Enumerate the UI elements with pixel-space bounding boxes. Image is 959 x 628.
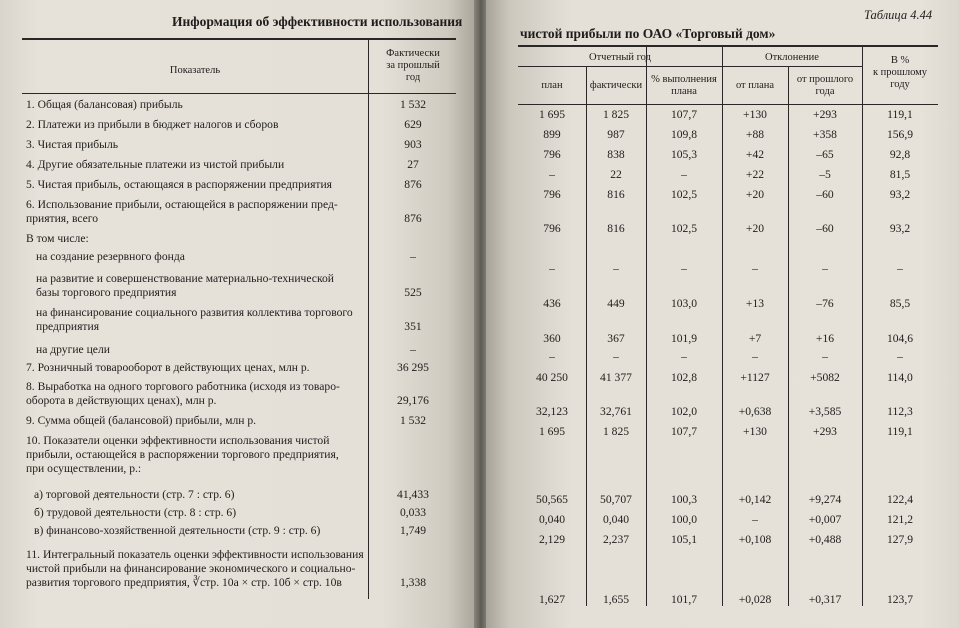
right-row-13-dev-plan: +130 <box>743 425 767 438</box>
header-pct-prev-line2: к прошлому <box>872 67 928 78</box>
table-top-rule <box>22 38 456 40</box>
left-row-7-line1: В том числе: <box>26 232 89 245</box>
right-row-15-actual: 0,040 <box>602 513 630 526</box>
left-row-18-line1: в) финансово-хозяйственной деятельности (стр. 9 : стр. 6) <box>34 524 321 537</box>
right-row-16-pct-prev: 127,9 <box>886 533 914 546</box>
right-row-5-plan: 796 <box>543 188 561 201</box>
left-row-8-prev-value: – <box>410 250 416 263</box>
right-row-9-pct-prev: 104,6 <box>886 332 914 345</box>
left-row-10-line2: предприятия <box>36 320 100 333</box>
right-row-12-plan: 32,123 <box>536 405 568 418</box>
right-row-2-plan: 899 <box>543 128 561 141</box>
right-row-10-dev-prev: – <box>822 350 828 363</box>
left-row-9-prev-value: 525 <box>404 286 422 299</box>
header-bottom-rule <box>22 93 456 94</box>
subheader-rule-deviation <box>722 66 862 67</box>
header-prev-year-line2: за прошлый <box>386 60 440 71</box>
right-row-11-pct-plan: 102,8 <box>670 371 698 384</box>
right-row-16-pct-plan: 105,1 <box>670 533 698 546</box>
left-row-16-prev-value: 41,433 <box>397 488 429 501</box>
left-row-14-prev-value: 1 532 <box>399 414 427 427</box>
right-row-10-dev-plan: – <box>752 350 758 363</box>
left-row-6-line1: 6. Использование прибыли, остающейся в распоряжении пред- <box>26 198 338 211</box>
table-number-label: Таблица 4.44 <box>864 8 933 22</box>
right-row-7-actual: – <box>613 262 619 275</box>
left-row-13-prev-value: 29,176 <box>397 394 429 407</box>
header-prev-year-line1: Фактически <box>386 48 440 59</box>
right-row-1-plan: 1 695 <box>538 108 566 121</box>
right-row-5-actual: 816 <box>607 188 625 201</box>
table-top-rule-right <box>518 45 938 47</box>
right-row-2-actual: 987 <box>607 128 625 141</box>
header-pct-line2: плана <box>671 86 697 97</box>
right-row-8-pct-prev: 85,5 <box>889 297 911 310</box>
right-row-9-pct-plan: 101,9 <box>670 332 698 345</box>
right-row-3-dev-prev: –65 <box>816 148 834 161</box>
right-row-8-actual: 449 <box>607 297 625 310</box>
right-row-3-pct-plan: 105,3 <box>670 148 698 161</box>
right-row-8-dev-plan: +13 <box>745 297 765 310</box>
right-row-6-pct-prev: 93,2 <box>889 222 911 235</box>
header-actual: фактически <box>589 80 643 91</box>
right-table-title: чистой прибыли по ОАО «Торговый дом» <box>520 26 776 41</box>
right-row-7-dev-prev: – <box>822 262 828 275</box>
right-row-6-plan: 796 <box>543 222 561 235</box>
right-row-6-actual: 816 <box>607 222 625 235</box>
left-row-19-prev-value: 1,338 <box>399 576 427 589</box>
right-row-17-dev-prev: +0,317 <box>808 593 842 606</box>
right-row-1-pct-prev: 119,1 <box>887 108 913 121</box>
right-row-13-dev-prev: +293 <box>813 425 837 438</box>
right-row-15-pct-plan: 100,0 <box>670 513 698 526</box>
left-row-12-line1: 7. Розничный товарооборот в действующих ценах, млн р. <box>26 361 310 374</box>
left-row-4-prev-value: 27 <box>407 158 419 171</box>
right-row-16-actual: 2,237 <box>602 533 630 546</box>
right-row-2-pct-plan: 109,8 <box>670 128 698 141</box>
right-row-11-dev-prev: +5082 <box>810 371 840 384</box>
left-row-12-prev-value: 36 295 <box>397 361 429 374</box>
right-row-9-dev-plan: +7 <box>748 332 762 345</box>
right-row-12-dev-plan: +0,638 <box>738 405 772 418</box>
left-row-15-line3: при осуществлении, р.: <box>26 462 142 475</box>
right-row-5-dev-prev: –60 <box>816 188 834 201</box>
left-row-15-line1: 10. Показатели оценки эффективности использования чистой <box>26 434 330 447</box>
right-row-4-actual: 22 <box>610 168 622 181</box>
right-row-6-dev-prev: –60 <box>816 222 834 235</box>
left-row-19-line1: 11. Интегральный показатель оценки эффективности использования <box>26 548 364 561</box>
right-row-17-pct-prev: 123,7 <box>886 593 914 606</box>
left-row-11-prev-value: – <box>410 343 416 356</box>
right-row-3-pct-prev: 92,8 <box>889 148 911 161</box>
right-row-16-dev-plan: +0,108 <box>738 533 772 546</box>
right-row-4-dev-prev: –5 <box>819 168 831 181</box>
right-row-15-dev-plan: – <box>752 513 758 526</box>
right-row-1-dev-plan: +130 <box>743 108 767 121</box>
left-row-5-prev-value: 876 <box>404 178 422 191</box>
right-row-11-plan: 40 250 <box>536 371 568 384</box>
left-row-10-prev-value: 351 <box>404 320 422 333</box>
right-row-17-dev-plan: +0,028 <box>738 593 772 606</box>
header-pct-line1: % выполнения <box>651 74 717 85</box>
left-page <box>0 0 476 628</box>
right-row-15-pct-prev: 121,2 <box>886 513 914 526</box>
left-row-1-prev-value: 1 532 <box>399 98 427 111</box>
right-row-3-dev-plan: +42 <box>745 148 765 161</box>
right-row-6-pct-plan: 102,5 <box>670 222 698 235</box>
right-row-7-pct-prev: – <box>897 262 903 275</box>
left-row-8-line1: на создание резервного фонда <box>36 250 185 263</box>
right-row-5-pct-plan: 102,5 <box>670 188 698 201</box>
left-row-11-line1: на другие цели <box>36 343 110 356</box>
right-row-17-plan: 1,627 <box>538 593 566 606</box>
right-row-7-dev-plan: – <box>752 262 758 275</box>
right-row-4-pct-plan: – <box>681 168 687 181</box>
left-row-18-prev-value: 1,749 <box>399 524 427 537</box>
right-row-13-pct-plan: 107,7 <box>670 425 698 438</box>
right-row-1-actual: 1 825 <box>602 108 630 121</box>
right-row-4-dev-plan: +22 <box>745 168 765 181</box>
left-row-14-line1: 9. Сумма общей (балансовой) прибыли, млн р. <box>26 414 257 427</box>
header-pct-prev-line3: году <box>890 79 910 90</box>
left-row-19-line2: чистой прибыли на финансирование экономического и социально- <box>26 562 356 575</box>
right-row-12-pct-prev: 112,3 <box>887 405 913 418</box>
left-row-6-line2: приятия, всего <box>26 212 99 225</box>
right-row-4-plan: – <box>549 168 555 181</box>
right-row-14-pct-prev: 122,4 <box>886 493 914 506</box>
right-row-1-dev-prev: +293 <box>813 108 837 121</box>
header-from-plan: от плана <box>735 80 775 91</box>
right-row-2-dev-plan: +88 <box>745 128 765 141</box>
right-row-8-dev-prev: –76 <box>816 297 834 310</box>
right-page <box>486 0 959 628</box>
left-row-17-prev-value: 0,033 <box>399 506 427 519</box>
left-row-3-prev-value: 903 <box>404 138 422 151</box>
right-row-2-dev-prev: +358 <box>813 128 837 141</box>
left-row-19-line3: развития торгового предприятия, ∛стр. 10а × стр. 10б × стр. 10в <box>26 576 342 589</box>
right-row-5-pct-prev: 93,2 <box>889 188 911 201</box>
right-row-7-plan: – <box>549 262 555 275</box>
right-row-3-plan: 796 <box>543 148 561 161</box>
left-row-9-line2: базы торгового предприятия <box>36 286 177 299</box>
right-row-17-pct-plan: 101,7 <box>670 593 698 606</box>
right-row-2-pct-prev: 156,9 <box>886 128 914 141</box>
right-row-16-dev-prev: +0,488 <box>808 533 842 546</box>
left-row-2-line1: 2. Платежи из прибыли в бюджет налогов и сборов <box>26 118 279 131</box>
right-row-15-dev-prev: +0,007 <box>808 513 842 526</box>
left-row-10-line1: на финансирование социального развития коллектива торгового <box>36 306 353 319</box>
right-row-13-plan: 1 695 <box>538 425 566 438</box>
right-row-11-pct-prev: 114,0 <box>887 371 913 384</box>
left-row-5-line1: 5. Чистая прибыль, остающаяся в распоряжении предприятия <box>26 178 333 191</box>
header-from-prev-line1: от прошлого <box>796 74 854 85</box>
right-row-16-plan: 2,129 <box>538 533 566 546</box>
right-row-14-dev-prev: +9,274 <box>808 493 842 506</box>
header-indicator: Показатель <box>169 65 221 76</box>
right-row-12-pct-plan: 102,0 <box>670 405 698 418</box>
subheader-rule-report <box>518 66 722 67</box>
right-row-12-dev-prev: +3,585 <box>808 405 842 418</box>
left-row-6-prev-value: 876 <box>404 212 422 225</box>
left-row-16-line1: а) торговой деятельности (стр. 7 : стр. 6) <box>34 488 235 501</box>
left-row-15-line2: прибыли, остающейся в распоряжении торгового предприятия, <box>26 448 339 461</box>
right-row-11-dev-plan: +1127 <box>740 371 770 384</box>
header-pct-prev-line1: В % <box>890 55 910 66</box>
column-divider <box>368 39 369 599</box>
right-row-6-dev-plan: +20 <box>745 222 765 235</box>
right-row-10-pct-plan: – <box>681 350 687 363</box>
right-row-13-actual: 1 825 <box>602 425 630 438</box>
header-bottom-rule-right <box>518 104 938 105</box>
right-row-10-pct-prev: – <box>897 350 903 363</box>
header-prev-year-line3: год <box>405 72 421 83</box>
left-row-13-line1: 8. Выработка на одного торгового работника (исходя из товаро- <box>26 380 340 393</box>
right-row-15-plan: 0,040 <box>538 513 566 526</box>
left-row-17-line1: б) трудовой деятельности (стр. 8 : стр. 6) <box>34 506 237 519</box>
header-deviation: Отклонение <box>765 52 819 63</box>
right-row-7-pct-plan: – <box>681 262 687 275</box>
right-row-13-pct-prev: 119,1 <box>887 425 913 438</box>
right-row-3-actual: 838 <box>607 148 625 161</box>
right-row-17-actual: 1,655 <box>602 593 630 606</box>
left-row-9-line1: на развитие и совершенствование материально-технической <box>36 272 334 285</box>
right-row-9-plan: 360 <box>543 332 561 345</box>
right-row-11-actual: 41 377 <box>600 371 632 384</box>
left-row-1-line1: 1. Общая (балансовая) прибыль <box>26 98 183 111</box>
right-row-14-plan: 50,565 <box>536 493 568 506</box>
right-row-1-pct-plan: 107,7 <box>670 108 698 121</box>
header-plan: план <box>541 80 563 91</box>
right-row-9-dev-prev: +16 <box>815 332 835 345</box>
header-report-year: Отчетный год <box>589 52 651 63</box>
left-row-13-line2: оборота в действующих ценах), млн р. <box>26 394 217 407</box>
header-from-prev-line2: года <box>815 86 835 97</box>
right-row-4-pct-prev: 81,5 <box>889 168 911 181</box>
right-row-14-dev-plan: +0,142 <box>738 493 772 506</box>
right-row-14-pct-plan: 100,3 <box>670 493 698 506</box>
right-row-8-plan: 436 <box>543 297 561 310</box>
right-row-10-actual: – <box>613 350 619 363</box>
left-table-title: Информация об эффективности использования <box>172 14 463 29</box>
left-row-3-line1: 3. Чистая прибыль <box>26 138 119 151</box>
right-row-10-plan: – <box>549 350 555 363</box>
right-row-14-actual: 50,707 <box>600 493 632 506</box>
right-row-8-pct-plan: 103,0 <box>670 297 698 310</box>
left-row-2-prev-value: 629 <box>404 118 422 131</box>
right-row-9-actual: 367 <box>607 332 625 345</box>
right-row-12-actual: 32,761 <box>600 405 632 418</box>
left-row-4-line1: 4. Другие обязательные платежи из чистой прибыли <box>26 158 285 171</box>
right-row-5-dev-plan: +20 <box>745 188 765 201</box>
